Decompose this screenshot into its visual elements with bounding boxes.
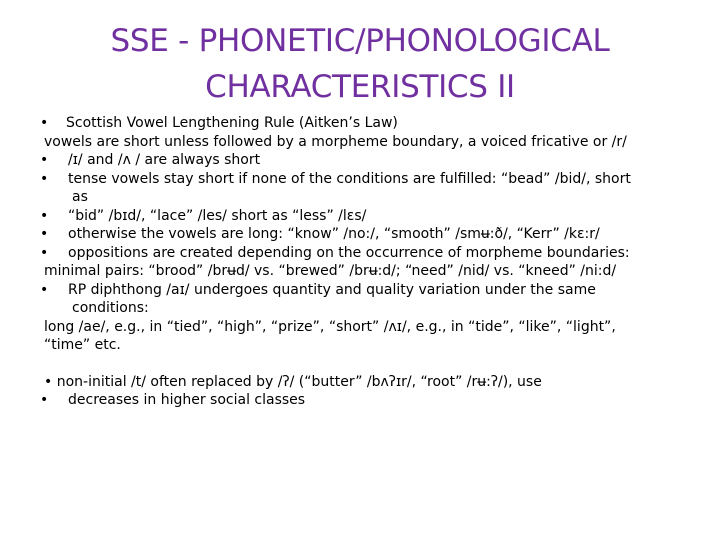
body-line: “time” etc. [44, 337, 121, 353]
bullet-item [40, 391, 674, 410]
bullet-icon: • [40, 207, 49, 224]
bullet-icon: • [40, 152, 49, 168]
bullet-text: decreases in higher social classes [68, 392, 306, 408]
title-line-2: CHARACTERISTICS II [205, 69, 515, 105]
bullet-continuation: as [72, 189, 88, 205]
bullet-item [44, 373, 674, 392]
bullet-text: oppositions are created depending on the occurrence of morpheme boundaries: [68, 244, 630, 261]
spacer [44, 355, 674, 373]
bullet-text: RP diphthong /aɪ/ undergoes quantity and quality variation under the same [68, 281, 596, 298]
bullet-item [40, 151, 674, 170]
bullet-text: “bid” /bɪd/, “lace” /les/ short as “less” /lɛs/ [68, 207, 367, 224]
slide-title [40, 18, 680, 110]
body-line: long /ae/, e.g., in “tied”, “high”, “prize”, “short” /ʌɪ/, e.g., in “tide”, “like”, “light”, [44, 318, 616, 335]
bullet-icon: • [40, 392, 49, 408]
bullet-item [40, 207, 674, 226]
bullet-icon: • [40, 115, 49, 131]
bullet-item [40, 114, 674, 133]
body-line: minimal pairs: “brood” /brʉd/ vs. “brewed” /brʉ:d/; “need” /nid/ vs. “kneed” /ni:d/ [44, 263, 617, 279]
bullet-text: non-initial /t/ often replaced by /ʔ/ (“butter” /bʌʔɪr/, “root” /rʉ:ʔ/), use [56, 373, 542, 390]
bullet-item [40, 170, 674, 189]
bullet-item [40, 281, 674, 300]
bullet-icon: • [44, 373, 53, 390]
bullet-text: /ɪ/ and /ʌ / are always short [68, 152, 261, 168]
bullet-text: Scottish Vowel Lengthening Rule (Aitken’s Law) [66, 115, 398, 131]
bullet-icon: • [40, 226, 49, 242]
bullet-icon: • [40, 281, 49, 298]
bullet-item [40, 244, 674, 263]
bullet-icon: • [40, 244, 49, 261]
bullet-item [40, 225, 674, 244]
bullet-icon: • [40, 170, 49, 187]
bullet-continuation: conditions: [72, 300, 149, 316]
title-line-1: SSE - PHONETIC/PHONOLOGICAL [110, 23, 610, 59]
slide-body [40, 114, 674, 410]
bullet-text: tense vowels stay short if none of the conditions are fulfilled: “bead” /bid/, short [68, 170, 631, 187]
body-line: vowels are short unless followed by a morpheme boundary, a voiced fricative or /r/ [44, 133, 627, 150]
bullet-text: otherwise the vowels are long: “know” /no:/, “smooth” /smʉ:ð/, “Kerr” /kɛ:r/ [68, 226, 600, 242]
